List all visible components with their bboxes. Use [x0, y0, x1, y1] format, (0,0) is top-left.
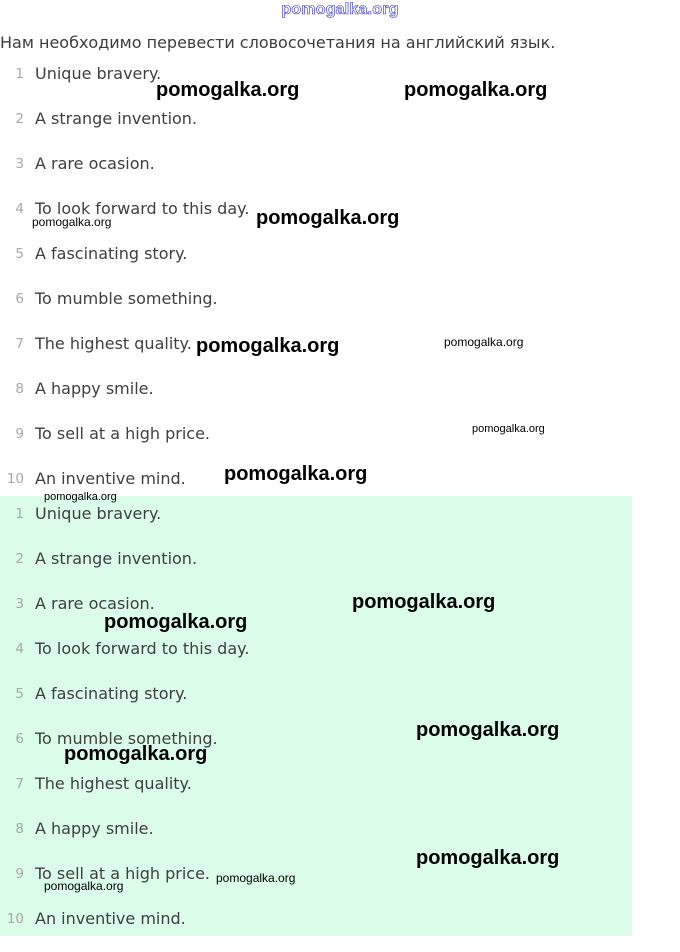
list-item [0, 502, 632, 547]
item-text: A fascinating story. [35, 244, 188, 263]
item-number: 4 [15, 641, 24, 657]
item-number: 10 [6, 471, 24, 487]
item-text: A rare ocasion. [35, 154, 155, 173]
item-number: 4 [15, 201, 24, 217]
watermark: pomogalka.org [32, 215, 112, 229]
item-number: 7 [15, 336, 24, 352]
watermark: pomogalka.org [444, 335, 524, 349]
watermark: pomogalka.org [216, 871, 296, 885]
watermark: pomogalka.org [256, 207, 400, 229]
list-item [0, 772, 632, 817]
item-text: An inventive mind. [35, 909, 186, 928]
item-number: 5 [15, 246, 24, 262]
watermark: pomogalka.org [44, 491, 117, 503]
item-text: To mumble something. [35, 289, 218, 308]
list-item [0, 637, 632, 682]
watermark: pomogalka.org [416, 847, 560, 869]
item-number: 2 [15, 111, 24, 127]
item-number: 7 [15, 776, 24, 792]
item-text: To mumble something. [35, 729, 218, 748]
item-text: A strange invention. [35, 549, 198, 568]
item-text: To sell at a high price. [35, 864, 211, 883]
item-text: A strange invention. [35, 109, 198, 128]
task-instruction: Нам необходимо перевести словосочетания на английский язык. [0, 33, 556, 52]
watermark: pomogalka.org [404, 79, 548, 101]
watermark: pomogalka.org [352, 591, 496, 613]
watermark: pomogalka.org [472, 423, 545, 435]
site-logo: pomogalka.org [281, 1, 399, 18]
list-item [0, 242, 632, 287]
list-item [0, 152, 632, 197]
list-item [0, 107, 632, 152]
list-item [0, 287, 632, 332]
watermark: pomogalka.org [104, 611, 248, 633]
item-number: 9 [15, 426, 24, 442]
item-number: 1 [15, 506, 24, 522]
item-text: To look forward to this day. [35, 639, 250, 658]
watermark: pomogalka.org [224, 463, 368, 485]
item-number: 10 [6, 911, 24, 927]
item-text: The highest quality. [35, 774, 192, 793]
item-number: 6 [15, 731, 24, 747]
watermark: pomogalka.org [44, 879, 124, 893]
item-text: Unique bravery. [35, 64, 162, 83]
item-text: A happy smile. [35, 379, 154, 398]
item-number: 9 [15, 866, 24, 882]
item-number: 3 [15, 156, 24, 172]
exercise-list [0, 62, 632, 512]
item-number: 6 [15, 291, 24, 307]
watermark: pomogalka.org [416, 719, 560, 741]
list-item [0, 592, 632, 637]
watermark: pomogalka.org [156, 79, 300, 101]
watermark: pomogalka.org [64, 743, 208, 765]
item-text: A fascinating story. [35, 684, 188, 703]
item-number: 8 [15, 821, 24, 837]
item-number: 1 [15, 66, 24, 82]
item-number: 3 [15, 596, 24, 612]
watermark: pomogalka.org [196, 335, 340, 357]
item-text: A happy smile. [35, 819, 154, 838]
item-number: 5 [15, 686, 24, 702]
item-text: A rare ocasion. [35, 594, 155, 613]
list-item [0, 907, 632, 952]
item-number: 8 [15, 381, 24, 397]
item-text: Unique bravery. [35, 504, 162, 523]
list-item [0, 547, 632, 592]
item-text: To sell at a high price. [35, 424, 211, 443]
item-number: 2 [15, 551, 24, 567]
item-text: An inventive mind. [35, 469, 186, 488]
list-item [0, 377, 632, 422]
item-text: The highest quality. [35, 334, 192, 353]
item-text: To look forward to this day. [35, 199, 250, 218]
